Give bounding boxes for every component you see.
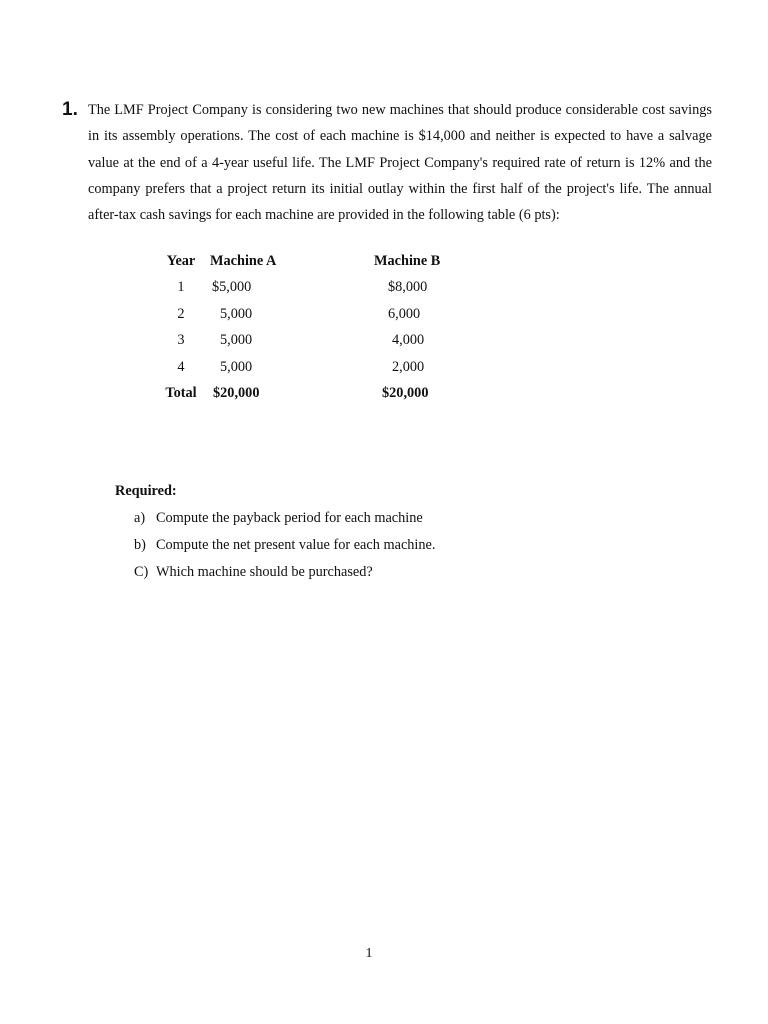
cell-year: 3 [177, 332, 185, 349]
list-item-text: Compute the net present value for each machine. [156, 537, 436, 553]
cell-machine-b: 4,000 [392, 332, 425, 349]
cell-year: 2 [177, 305, 185, 322]
table-header-row [152, 248, 502, 275]
page-number: 1 [365, 946, 373, 961]
cell-machine-a: 5,000 [220, 358, 253, 375]
list-item-text: Which machine should be purchased? [156, 564, 373, 580]
header-year: Year [166, 252, 196, 269]
cash-savings-table [152, 248, 502, 407]
cell-year: 1 [177, 279, 185, 296]
table-total-row [152, 381, 502, 408]
cell-machine-b: 2,000 [392, 358, 425, 375]
list-item [115, 505, 435, 532]
list-item [115, 532, 435, 559]
required-section [115, 478, 435, 586]
required-list [115, 505, 435, 586]
list-item-text: Compute the payback period for each machine [156, 510, 423, 526]
header-machine-a: Machine A [210, 252, 277, 269]
table-row [152, 328, 502, 355]
cell-machine-a: 5,000 [220, 305, 253, 322]
table-row [152, 275, 502, 302]
table-row [152, 301, 502, 328]
cell-machine-b: 6,000 [388, 305, 421, 322]
question-block [62, 97, 712, 228]
total-label: Total [165, 385, 197, 402]
list-item-marker: C) [134, 564, 149, 580]
table-row [152, 354, 502, 381]
list-item-marker: a) [134, 510, 146, 526]
total-machine-a: $20,000 [213, 385, 260, 402]
required-title: Required: [115, 483, 177, 499]
list-item-marker: b) [134, 537, 146, 553]
cell-machine-b: $8,000 [388, 279, 428, 296]
list-item [115, 559, 435, 586]
cell-machine-a: $5,000 [212, 279, 252, 296]
question-text: The LMF Project Company is considering two new machines that should produce considerable cost savings in its assembly operations. The cost of each machine is $14,000 and neither is expected to have a salvage value at the end of a 4-year useful life. The LMF Project Company's required rate of return is 12% and the company prefers that a project return its initial outlay within the first half of the project's life. The annual after-tax cash savings for each machine are provided in the following table (6 pts): [88, 102, 712, 224]
total-machine-b: $20,000 [382, 385, 429, 402]
cell-year: 4 [177, 358, 185, 375]
header-machine-b: Machine B [374, 252, 441, 269]
cell-machine-a: 5,000 [220, 332, 253, 349]
question-number: 1. [62, 99, 78, 120]
